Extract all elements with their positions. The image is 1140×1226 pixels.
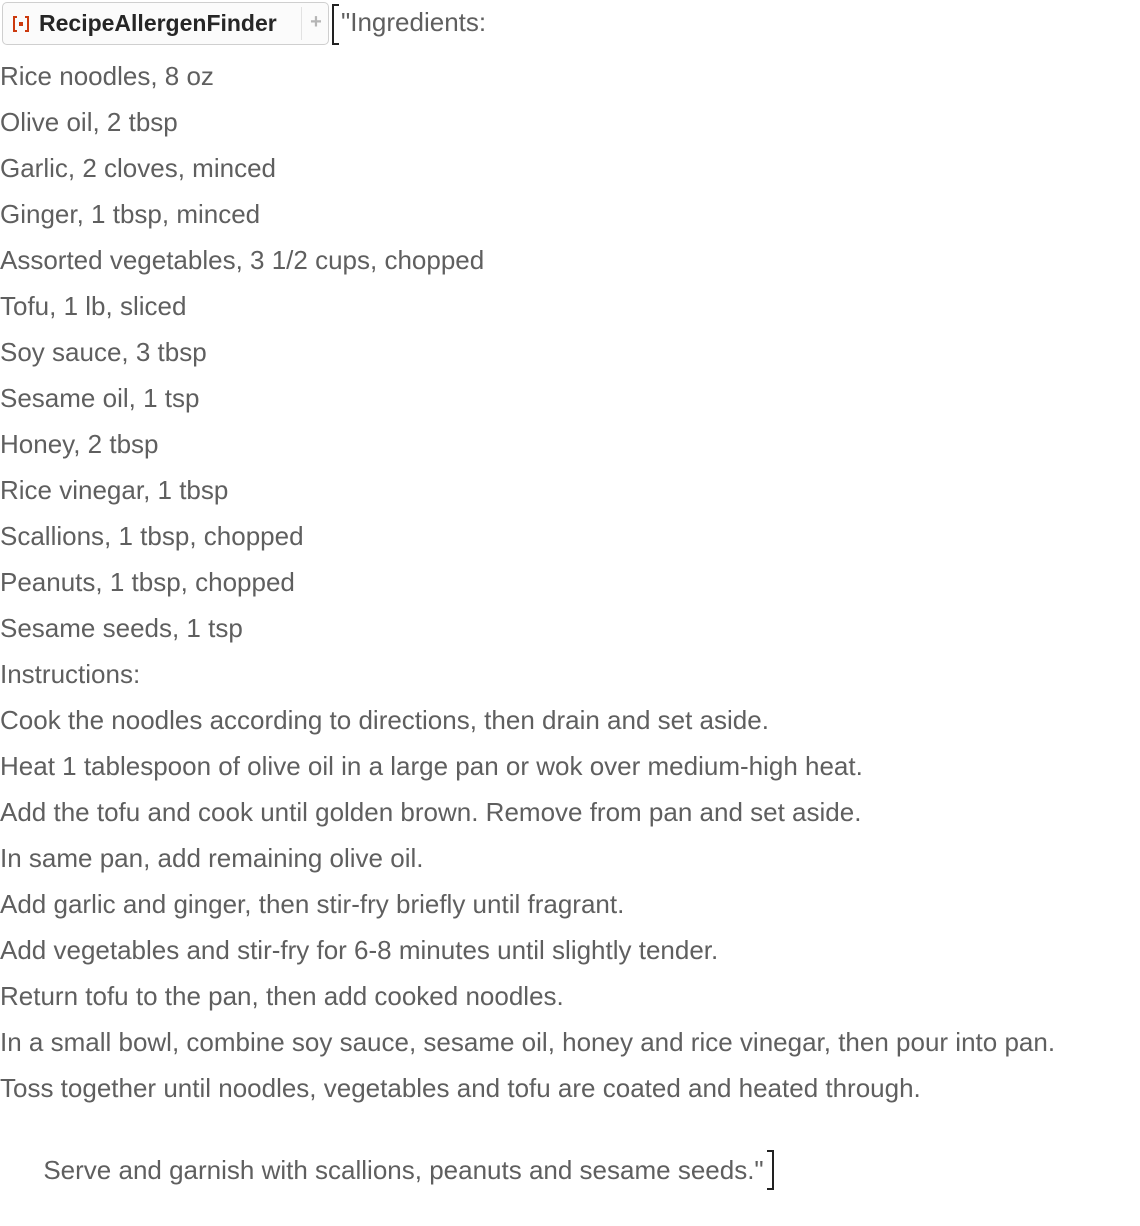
- instruction-line: Toss together until noodles, vegetables and tofu are coated and heated through.: [0, 1073, 921, 1103]
- instruction-line: Return tofu to the pan, then add cooked noodles.: [0, 981, 564, 1011]
- instruction-line: Heat 1 tablespoon of olive oil in a large pan or wok over medium-high heat.: [0, 751, 863, 781]
- ingredient-line: Olive oil, 2 tbsp: [0, 107, 178, 137]
- instruction-line: In same pan, add remaining olive oil.: [0, 843, 424, 873]
- expand-plus-icon[interactable]: +: [310, 10, 322, 33]
- ingredient-line: Assorted vegetables, 3 1/2 cups, chopped: [0, 245, 485, 275]
- ingredient-line: Scallions, 1 tbsp, chopped: [0, 521, 304, 551]
- ingredient-line: Tofu, 1 lb, sliced: [0, 291, 187, 321]
- ingredient-line: Rice noodles, 8 oz: [0, 61, 214, 91]
- resource-function-icon: [11, 14, 31, 34]
- instruction-line: Add garlic and ginger, then stir-fry briefly until fragrant.: [0, 889, 625, 919]
- last-line-wrap: [43, 1152, 773, 1190]
- instruction-line: Add the tofu and cook until golden brown. Remove from pan and set aside.: [0, 797, 862, 827]
- last-instruction-text: Serve and garnish with scallions, peanuts and sesame seeds.": [43, 1155, 764, 1185]
- ingredient-line: Sesame seeds, 1 tsp: [0, 613, 243, 643]
- ingredient-line: Garlic, 2 cloves, minced: [0, 153, 276, 183]
- ingredient-line: Ginger, 1 tbsp, minced: [0, 199, 261, 229]
- ingredient-line: Rice vinegar, 1 tbsp: [0, 475, 229, 505]
- function-box-divider: [301, 7, 302, 40]
- instructions-heading: Instructions:: [0, 659, 141, 689]
- argument-text-lines: [0, 58, 1140, 1185]
- close-bracket: [767, 1150, 774, 1190]
- last-instruction-line: [0, 1116, 1140, 1185]
- ingredient-line: Peanuts, 1 tbsp, chopped: [0, 567, 295, 597]
- argument-first-line: "Ingredients:: [341, 7, 487, 37]
- first-input-line: [0, 0, 1140, 48]
- ingredient-line: Honey, 2 tbsp: [0, 429, 159, 459]
- instruction-line: Cook the noodles according to directions, then drain and set aside.: [0, 705, 769, 735]
- open-bracket: [332, 4, 339, 45]
- ingredient-line: Soy sauce, 3 tbsp: [0, 337, 207, 367]
- function-name: RecipeAllergenFinder: [39, 10, 277, 36]
- ingredient-line: Sesame oil, 1 tsp: [0, 383, 200, 413]
- instruction-line: Add vegetables and stir-fry for 6-8 minutes until slightly tender.: [0, 935, 719, 965]
- instruction-line: In a small bowl, combine soy sauce, sesame oil, honey and rice vinegar, then pour into pan.: [0, 1027, 1056, 1057]
- resource-function-box[interactable]: [2, 2, 329, 45]
